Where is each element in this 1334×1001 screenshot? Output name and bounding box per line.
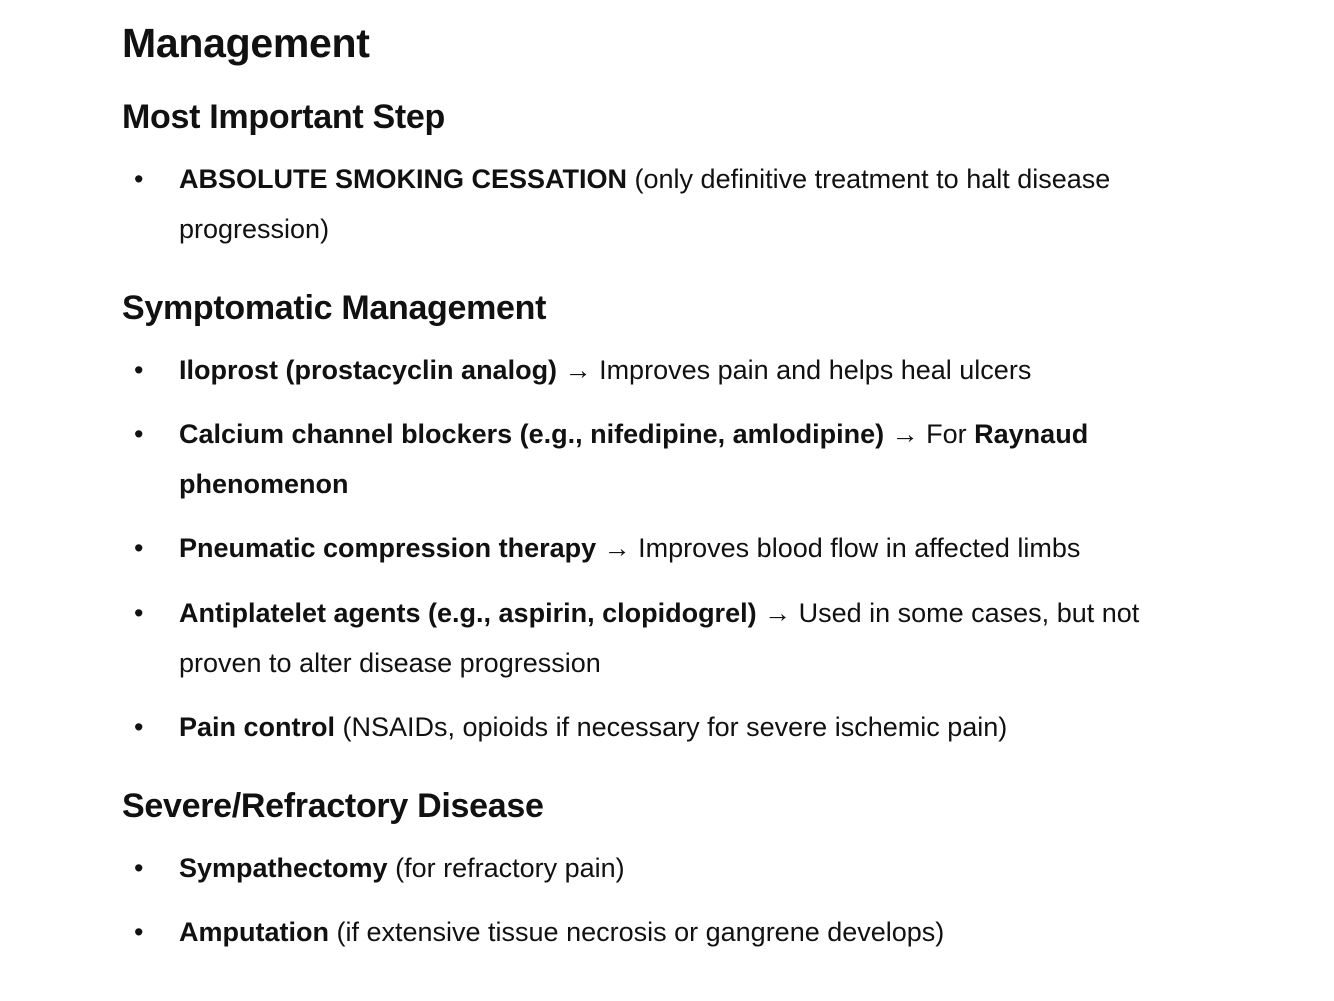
list-item-rest: → Improves pain and helps heal ulcers: [557, 355, 1032, 385]
list-item-bold: Calcium channel blockers (e.g., nifedipine, amlodipine): [179, 419, 885, 449]
list-item-bold: Iloprost (prostacyclin analog): [179, 355, 558, 385]
list-item-bold: Pain control: [179, 712, 336, 742]
list-item-rest: (only definitive treatment to halt disease progression): [179, 164, 1111, 244]
list-item-text: [179, 907, 1162, 957]
list-item-rest: → Improves blood flow in affected limbs: [596, 533, 1081, 563]
list-item-bold: Antiplatelet agents (e.g., aspirin, clopidogrel): [179, 598, 757, 628]
list-item-rest: (if extensive tissue necrosis or gangrene develops): [328, 917, 945, 947]
list-item: [122, 345, 1162, 395]
list-item-rest: (for refractory pain): [387, 853, 625, 883]
list-item-text: [179, 843, 1162, 893]
section-heading-most-important-step: Most Important Step: [122, 98, 445, 136]
list-item-rest: → For: [884, 419, 975, 449]
list-item: [122, 409, 1162, 509]
list-item-rest: (NSAIDs, opioids if necessary for severe ischemic pain): [335, 712, 1008, 742]
list-item-text: [179, 409, 1162, 509]
bullet-icon: •: [134, 355, 144, 385]
list-item-bold: Amputation: [179, 917, 329, 947]
list-item: [122, 588, 1162, 688]
section-heading-severe-refractory-disease: Severe/Refractory Disease: [122, 787, 544, 825]
list-item-text: [179, 523, 1162, 573]
list-item: [122, 843, 1162, 893]
bullet-icon: •: [134, 712, 144, 742]
section-heading-symptomatic-management: Symptomatic Management: [122, 289, 547, 327]
list-item-text: [179, 588, 1162, 688]
bullet-icon: •: [134, 419, 144, 449]
list-item-bold: Sympathectomy: [179, 853, 388, 883]
page-title: Management: [122, 20, 370, 66]
list-item-text: [179, 345, 1162, 395]
list-item: [122, 523, 1162, 573]
list-item: [122, 907, 1162, 957]
list-item-bold: Pneumatic compression therapy: [179, 533, 597, 563]
bullet-icon: •: [134, 533, 144, 563]
bullet-icon: •: [134, 598, 144, 628]
bullet-icon: •: [134, 853, 144, 883]
bullet-icon: •: [134, 917, 144, 947]
list-item-text: [179, 154, 1162, 254]
list-item: [122, 702, 1162, 752]
list-item-bold-term: Raynaud phenomenon: [179, 419, 1089, 499]
bullet-icon: •: [134, 164, 144, 194]
list-item-rest: → Used in some cases, but not proven to alter disease progression: [179, 598, 1140, 678]
list-item-text: [179, 702, 1162, 752]
list-item: [122, 154, 1162, 254]
list-item-bold: ABSOLUTE SMOKING CESSATION: [179, 164, 628, 194]
